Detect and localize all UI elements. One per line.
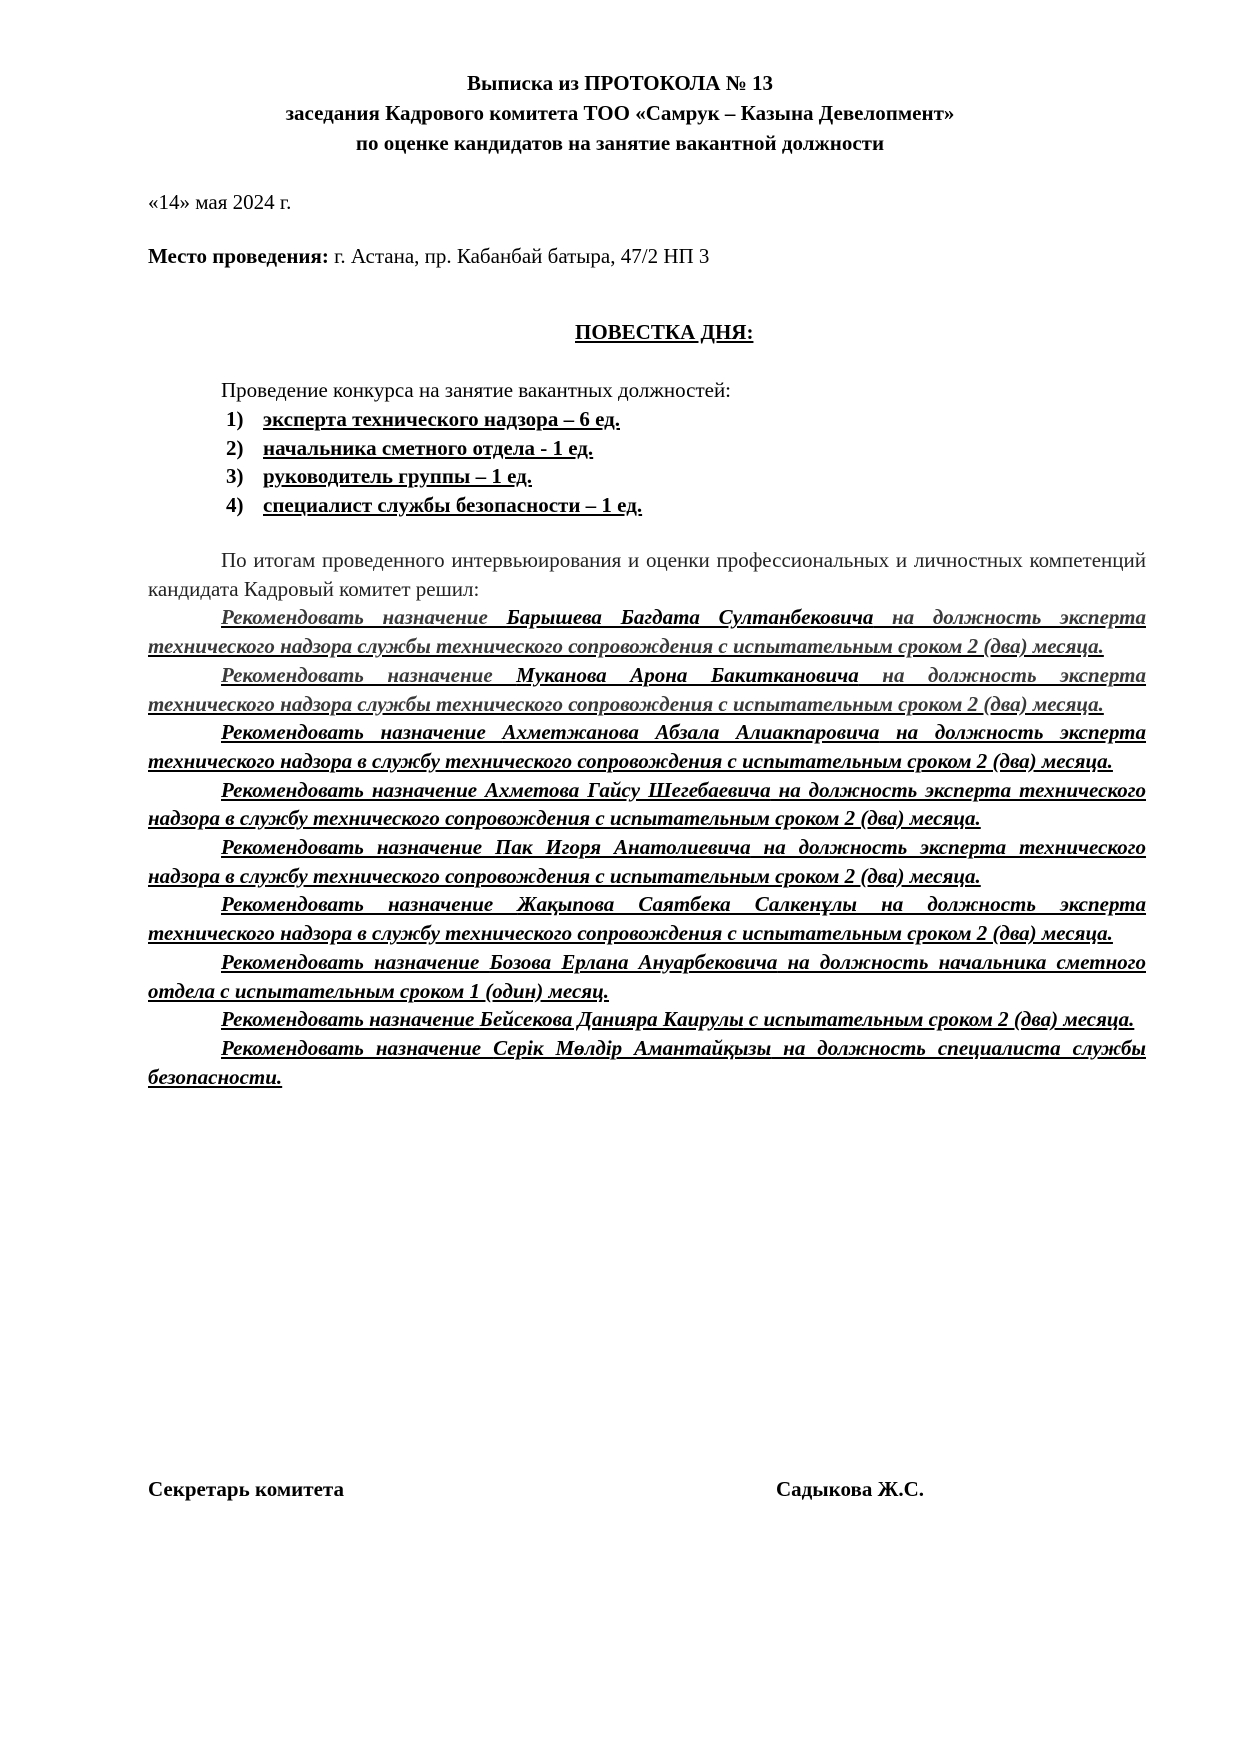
- candidate-name: Бейсекова Данияра Каирулы: [479, 1007, 744, 1032]
- recommendation-paragraph: [148, 948, 1146, 1005]
- recommendation-paragraph: [148, 661, 1146, 718]
- candidate-name: Муканова Арона Бакиткановича: [516, 662, 859, 687]
- header-line-2: заседания Кадрового комитета ТОО «Самрук – Казына Девелопмент»: [285, 101, 955, 125]
- recommendation-lead: Рекомендовать назначение: [221, 662, 517, 687]
- recommendation-lead: Рекомендовать назначение: [221, 949, 490, 974]
- agenda-item: [226, 491, 642, 520]
- recommendation-text: на должность специалиста службы безопасности.: [148, 1035, 1146, 1089]
- signature-name: Садыкова Ж.С.: [776, 1477, 925, 1501]
- meeting-place: [148, 242, 709, 270]
- candidate-name: Ахметжанова Абзала Алиакпаровича: [502, 720, 880, 745]
- candidate-name: Пак Игоря Анатолиевича: [495, 835, 751, 860]
- candidate-name: Барышева Багдата Султанбековича: [506, 605, 874, 630]
- recommendation-lead: Рекомендовать назначение: [221, 835, 496, 860]
- recommendation-paragraph: [148, 1034, 1146, 1091]
- recommendation-paragraph: [148, 1005, 1146, 1034]
- recommendation-lead: Рекомендовать назначение: [221, 1007, 480, 1032]
- recommendation-paragraph: [148, 890, 1146, 947]
- meeting-date: «14» мая 2024 г.: [148, 190, 292, 214]
- candidate-name: Ахметова Гайсу Шегебаевича: [485, 777, 771, 802]
- agenda-item-text: руководитель группы – 1 ед.: [263, 464, 532, 488]
- signature-role: Секретарь комитета: [148, 1477, 344, 1501]
- recommendation-paragraph: [148, 718, 1146, 775]
- agenda-item: [226, 462, 642, 491]
- document-header: [0, 68, 1240, 158]
- recommendation-paragraph: [148, 603, 1146, 660]
- recommendation-lead: Рекомендовать назначение: [221, 605, 507, 630]
- header-line-3: по оценке кандидатов на занятие вакантной должности: [355, 131, 885, 155]
- candidate-name: Серік Мөлдір Амантайқызы: [493, 1035, 772, 1060]
- recommendation-lead: Рекомендовать назначение: [221, 720, 503, 745]
- decision-section: [148, 546, 1146, 1091]
- place-label: Место проведения:: [148, 244, 329, 268]
- agenda-item-number: 4): [226, 492, 244, 517]
- agenda-item: [226, 405, 642, 434]
- recommendation-text: на должность эксперта технического надзора в службу технического сопровождения с испытательным сроком 2 (два) месяца.: [148, 835, 1147, 888]
- recommendation-text: на должность эксперта технического надзора в службу технического сопровождения с испытательным сроком 2 (два) месяца.: [148, 892, 1147, 946]
- agenda-intro: Проведение конкурса на занятие вакантных должностей:: [221, 378, 732, 402]
- agenda-item-number: 3): [226, 464, 244, 488]
- recommendation-text: с испытательным сроком 2 (два) месяца.: [743, 1007, 1135, 1032]
- agenda-item: [226, 434, 642, 463]
- recommendation-paragraph: [148, 833, 1146, 890]
- agenda-item-number: 2): [226, 435, 244, 460]
- recommendation-text: на должность эксперта технического надзора в службу технического сопровождения с испытательным сроком 2 (два) месяца.: [148, 777, 1146, 831]
- agenda-item-text: начальника сметного отдела - 1 ед.: [263, 435, 594, 460]
- agenda-title: ПОВЕСТКА ДНЯ:: [575, 320, 754, 344]
- agenda-item-text: специалист службы безопасности – 1 ед.: [263, 492, 643, 517]
- recommendation-text: на должность эксперта технического надзора службы технического сопровождения с испытательным сроком 2 (два) месяца.: [148, 605, 1146, 659]
- decision-intro: По итогам проведенного интервьюирования и оценки профессиональных и личностных компетенций кандидата Кадровый комитет решил:: [148, 548, 1146, 601]
- candidate-name: Бозова Ерлана Ануарбековича: [489, 949, 778, 974]
- place-value: г. Астана, пр. Кабанбай батыра, 47/2 НП 3: [328, 244, 710, 268]
- recommendation-lead: Рекомендовать назначение: [221, 1035, 494, 1060]
- recommendation-paragraph: [148, 776, 1146, 833]
- candidate-name: Жақыпова Саятбека Салкенұлы: [517, 892, 857, 917]
- recommendation-text: на должность эксперта технического надзора в службу технического сопровождения с испытательным сроком 2 (два) месяца.: [148, 720, 1147, 773]
- header-line-1: Выписка из ПРОТОКОЛА № 13: [466, 71, 774, 95]
- agenda-list: [226, 405, 642, 519]
- agenda-item-number: 1): [226, 407, 244, 431]
- recommendation-text: на должность эксперта технического надзора службы технического сопровождения с испытательным сроком 2 (два) месяца.: [148, 662, 1147, 716]
- recommendation-lead: Рекомендовать назначение: [221, 777, 486, 802]
- recommendation-text: на должность начальника сметного отдела с испытательным сроком 1 (один) месяц.: [148, 949, 1146, 1003]
- agenda-item-text: эксперта технического надзора – 6 ед.: [263, 407, 620, 431]
- recommendation-lead: Рекомендовать назначение: [221, 892, 518, 917]
